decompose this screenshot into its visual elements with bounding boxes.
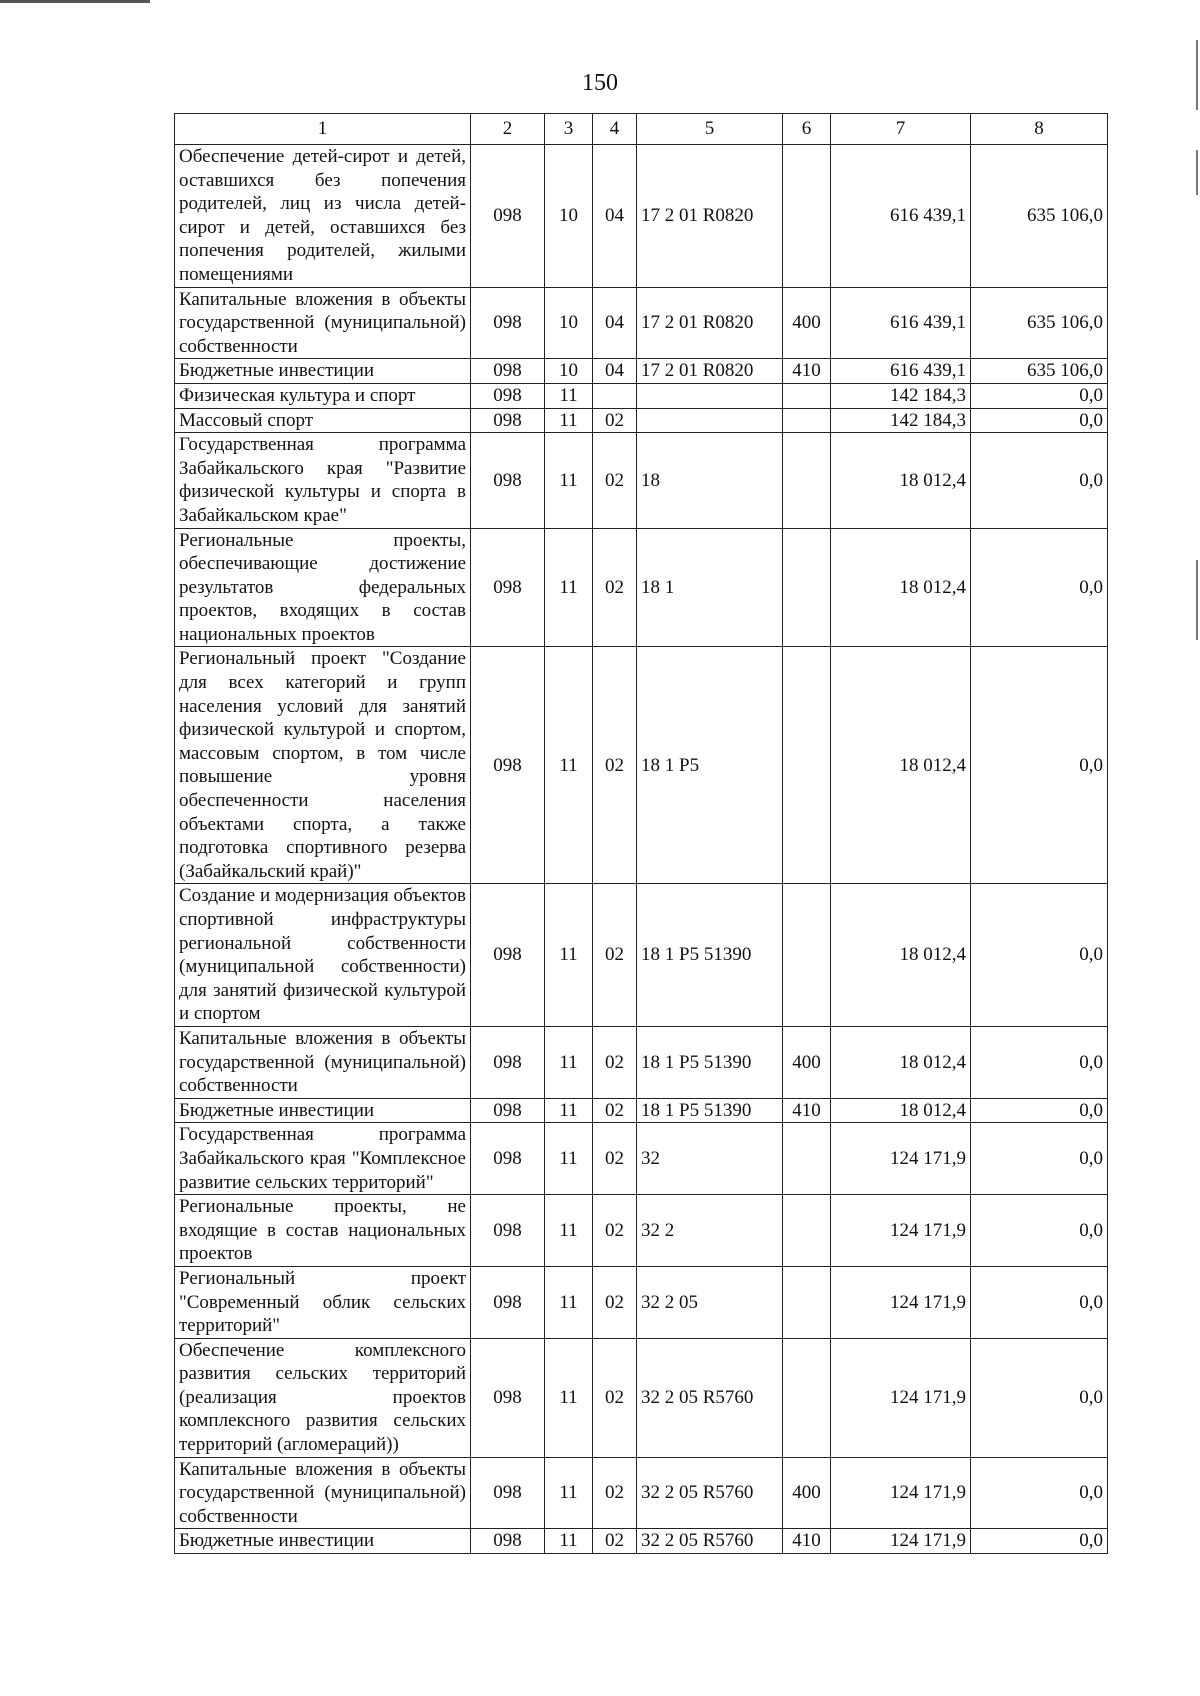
column-header: 8 bbox=[971, 114, 1108, 145]
cell-expense-type: 400 bbox=[783, 1026, 831, 1098]
cell-expense-type bbox=[783, 1123, 831, 1195]
cell-target-article: 17 2 01 R0820 bbox=[637, 145, 783, 288]
cell-subsection: 02 bbox=[593, 1098, 637, 1123]
row-name: Региональные проекты, не входящие в состав национальных проектов bbox=[175, 1195, 471, 1267]
cell-section: 11 bbox=[545, 884, 593, 1027]
cell-expense-type: 410 bbox=[783, 359, 831, 384]
cell-amount-year1: 616 439,1 bbox=[831, 145, 971, 288]
cell-section: 11 bbox=[545, 647, 593, 884]
cell-target-article: 18 bbox=[637, 433, 783, 528]
row-name: Капитальные вложения в объекты государственной (муниципальной) собственности bbox=[175, 1026, 471, 1098]
column-header: 7 bbox=[831, 114, 971, 145]
cell-expense-type bbox=[783, 1195, 831, 1267]
cell-target-article: 32 2 05 bbox=[637, 1266, 783, 1338]
table-row bbox=[175, 1529, 1108, 1554]
column-header: 6 bbox=[783, 114, 831, 145]
cell-amount-year2: 0,0 bbox=[971, 1098, 1108, 1123]
column-header: 1 bbox=[175, 114, 471, 145]
table-row bbox=[175, 1098, 1108, 1123]
cell-code: 098 bbox=[471, 408, 545, 433]
cell-amount-year2: 0,0 bbox=[971, 884, 1108, 1027]
cell-code: 098 bbox=[471, 287, 545, 359]
row-name: Бюджетные инвестиции bbox=[175, 1098, 471, 1123]
cell-code: 098 bbox=[471, 528, 545, 647]
cell-subsection: 02 bbox=[593, 1529, 637, 1554]
cell-section: 11 bbox=[545, 383, 593, 408]
cell-amount-year1: 18 012,4 bbox=[831, 647, 971, 884]
cell-section: 11 bbox=[545, 1457, 593, 1529]
cell-amount-year2: 0,0 bbox=[971, 647, 1108, 884]
cell-target-article: 18 1 P5 51390 bbox=[637, 1098, 783, 1123]
cell-subsection: 02 bbox=[593, 1338, 637, 1457]
row-name: Бюджетные инвестиции bbox=[175, 1529, 471, 1554]
cell-amount-year2: 0,0 bbox=[971, 1457, 1108, 1529]
cell-target-article: 32 2 bbox=[637, 1195, 783, 1267]
cell-target-article: 17 2 01 R0820 bbox=[637, 287, 783, 359]
cell-expense-type bbox=[783, 433, 831, 528]
cell-code: 098 bbox=[471, 1026, 545, 1098]
cell-section: 11 bbox=[545, 1098, 593, 1123]
table-row bbox=[175, 145, 1108, 288]
cell-target-article bbox=[637, 383, 783, 408]
cell-amount-year2: 0,0 bbox=[971, 433, 1108, 528]
row-name: Капитальные вложения в объекты государственной (муниципальной) собственности bbox=[175, 1457, 471, 1529]
cell-target-article: 32 2 05 R5760 bbox=[637, 1338, 783, 1457]
cell-subsection bbox=[593, 383, 637, 408]
cell-section: 11 bbox=[545, 433, 593, 528]
cell-section: 11 bbox=[545, 1338, 593, 1457]
page-number: 150 bbox=[582, 70, 618, 96]
cell-amount-year2: 0,0 bbox=[971, 528, 1108, 647]
cell-amount-year2: 635 106,0 bbox=[971, 359, 1108, 384]
cell-section: 11 bbox=[545, 408, 593, 433]
cell-subsection: 02 bbox=[593, 433, 637, 528]
table-row bbox=[175, 408, 1108, 433]
cell-target-article: 17 2 01 R0820 bbox=[637, 359, 783, 384]
cell-expense-type bbox=[783, 408, 831, 433]
cell-section: 10 bbox=[545, 145, 593, 288]
table-row bbox=[175, 287, 1108, 359]
scan-edge-mark bbox=[1196, 560, 1198, 640]
cell-amount-year1: 616 439,1 bbox=[831, 359, 971, 384]
cell-target-article: 18 1 P5 51390 bbox=[637, 884, 783, 1027]
cell-amount-year1: 124 171,9 bbox=[831, 1338, 971, 1457]
cell-code: 098 bbox=[471, 433, 545, 528]
column-header: 2 bbox=[471, 114, 545, 145]
cell-code: 098 bbox=[471, 1098, 545, 1123]
cell-expense-type bbox=[783, 528, 831, 647]
cell-amount-year1: 616 439,1 bbox=[831, 287, 971, 359]
cell-subsection: 02 bbox=[593, 884, 637, 1027]
cell-amount-year1: 18 012,4 bbox=[831, 884, 971, 1027]
row-name: Создание и модернизация объектов спортивной инфраструктуры региональной собственности (муниципальной собственности) для занятий физической культурой и спортом bbox=[175, 884, 471, 1027]
row-name: Государственная программа Забайкальского края "Развитие физической культуры и спорта в Забайкальском крае" bbox=[175, 433, 471, 528]
table-row bbox=[175, 1123, 1108, 1195]
cell-expense-type bbox=[783, 647, 831, 884]
cell-amount-year2: 0,0 bbox=[971, 408, 1108, 433]
cell-subsection: 04 bbox=[593, 287, 637, 359]
cell-section: 11 bbox=[545, 1123, 593, 1195]
cell-expense-type bbox=[783, 1338, 831, 1457]
cell-subsection: 02 bbox=[593, 1195, 637, 1267]
cell-code: 098 bbox=[471, 359, 545, 384]
cell-expense-type: 400 bbox=[783, 287, 831, 359]
cell-amount-year1: 142 184,3 bbox=[831, 408, 971, 433]
cell-amount-year2: 0,0 bbox=[971, 1195, 1108, 1267]
row-name: Региональный проект "Современный облик сельских территорий" bbox=[175, 1266, 471, 1338]
cell-subsection: 02 bbox=[593, 528, 637, 647]
cell-amount-year2: 0,0 bbox=[971, 1529, 1108, 1554]
scan-edge-mark bbox=[0, 0, 150, 3]
table-row bbox=[175, 359, 1108, 384]
row-name: Региональный проект "Создание для всех категорий и групп населения условий для занятий физической культурой и спортом, массовым спортом, в том числе повышение уровня обеспеченности населения объектами спорта, а также подготовка спортивного резерва (Забайкальский край)" bbox=[175, 647, 471, 884]
cell-amount-year1: 18 012,4 bbox=[831, 1098, 971, 1123]
cell-code: 098 bbox=[471, 1123, 545, 1195]
cell-target-article: 32 bbox=[637, 1123, 783, 1195]
cell-subsection: 02 bbox=[593, 408, 637, 433]
table-row bbox=[175, 1195, 1108, 1267]
cell-target-article: 18 1 P5 bbox=[637, 647, 783, 884]
cell-section: 11 bbox=[545, 1266, 593, 1338]
cell-expense-type bbox=[783, 884, 831, 1027]
cell-amount-year2: 0,0 bbox=[971, 383, 1108, 408]
cell-expense-type: 410 bbox=[783, 1529, 831, 1554]
cell-amount-year1: 142 184,3 bbox=[831, 383, 971, 408]
cell-section: 10 bbox=[545, 287, 593, 359]
row-name: Обеспечение детей-сирот и детей, оставшихся без попечения родителей, лиц из числа детей-сирот и детей, оставшихся без попечения родителей, жилыми помещениями bbox=[175, 145, 471, 288]
row-name: Региональные проекты, обеспечивающие достижение результатов федеральных проектов, входящих в состав национальных проектов bbox=[175, 528, 471, 647]
cell-expense-type bbox=[783, 383, 831, 408]
cell-code: 098 bbox=[471, 145, 545, 288]
row-name: Массовый спорт bbox=[175, 408, 471, 433]
cell-amount-year2: 635 106,0 bbox=[971, 145, 1108, 288]
cell-section: 11 bbox=[545, 1195, 593, 1267]
row-name: Капитальные вложения в объекты государственной (муниципальной) собственности bbox=[175, 287, 471, 359]
cell-subsection: 02 bbox=[593, 1266, 637, 1338]
cell-subsection: 02 bbox=[593, 1026, 637, 1098]
table-row bbox=[175, 433, 1108, 528]
cell-amount-year1: 18 012,4 bbox=[831, 528, 971, 647]
cell-section: 11 bbox=[545, 1026, 593, 1098]
table-row bbox=[175, 528, 1108, 647]
row-name: Обеспечение комплексного развития сельских территорий (реализация проектов комплексного развития сельских территорий (агломераций)) bbox=[175, 1338, 471, 1457]
cell-amount-year2: 0,0 bbox=[971, 1338, 1108, 1457]
cell-target-article bbox=[637, 408, 783, 433]
table-row bbox=[175, 1026, 1108, 1098]
cell-amount-year2: 0,0 bbox=[971, 1026, 1108, 1098]
cell-target-article: 32 2 05 R5760 bbox=[637, 1529, 783, 1554]
cell-amount-year1: 18 012,4 bbox=[831, 1026, 971, 1098]
table-row bbox=[175, 1457, 1108, 1529]
cell-target-article: 18 1 bbox=[637, 528, 783, 647]
cell-subsection: 02 bbox=[593, 1457, 637, 1529]
cell-amount-year1: 124 171,9 bbox=[831, 1195, 971, 1267]
cell-code: 098 bbox=[471, 1266, 545, 1338]
row-name: Государственная программа Забайкальского края "Комплексное развитие сельских территорий" bbox=[175, 1123, 471, 1195]
cell-target-article: 32 2 05 R5760 bbox=[637, 1457, 783, 1529]
cell-expense-type: 400 bbox=[783, 1457, 831, 1529]
column-header: 5 bbox=[637, 114, 783, 145]
column-header: 4 bbox=[593, 114, 637, 145]
table-header-row bbox=[175, 114, 1108, 145]
cell-code: 098 bbox=[471, 1529, 545, 1554]
cell-amount-year2: 0,0 bbox=[971, 1123, 1108, 1195]
cell-subsection: 04 bbox=[593, 145, 637, 288]
cell-section: 11 bbox=[545, 1529, 593, 1554]
row-name: Физическая культура и спорт bbox=[175, 383, 471, 408]
cell-amount-year1: 124 171,9 bbox=[831, 1529, 971, 1554]
column-header: 3 bbox=[545, 114, 593, 145]
cell-amount-year1: 124 171,9 bbox=[831, 1457, 971, 1529]
cell-code: 098 bbox=[471, 1338, 545, 1457]
table-row bbox=[175, 1266, 1108, 1338]
row-name: Бюджетные инвестиции bbox=[175, 359, 471, 384]
cell-expense-type bbox=[783, 1266, 831, 1338]
cell-expense-type: 410 bbox=[783, 1098, 831, 1123]
cell-section: 11 bbox=[545, 528, 593, 647]
cell-code: 098 bbox=[471, 884, 545, 1027]
table-row bbox=[175, 383, 1108, 408]
cell-section: 10 bbox=[545, 359, 593, 384]
cell-amount-year1: 124 171,9 bbox=[831, 1266, 971, 1338]
cell-subsection: 02 bbox=[593, 1123, 637, 1195]
cell-expense-type bbox=[783, 145, 831, 288]
budget-table bbox=[174, 113, 1108, 1554]
table-row bbox=[175, 884, 1108, 1027]
cell-subsection: 04 bbox=[593, 359, 637, 384]
cell-code: 098 bbox=[471, 1457, 545, 1529]
cell-code: 098 bbox=[471, 383, 545, 408]
cell-subsection: 02 bbox=[593, 647, 637, 884]
cell-code: 098 bbox=[471, 647, 545, 884]
cell-amount-year1: 124 171,9 bbox=[831, 1123, 971, 1195]
cell-code: 098 bbox=[471, 1195, 545, 1267]
scan-edge-mark bbox=[1196, 150, 1198, 195]
cell-amount-year2: 0,0 bbox=[971, 1266, 1108, 1338]
cell-amount-year1: 18 012,4 bbox=[831, 433, 971, 528]
cell-target-article: 18 1 P5 51390 bbox=[637, 1026, 783, 1098]
cell-amount-year2: 635 106,0 bbox=[971, 287, 1108, 359]
table-row bbox=[175, 647, 1108, 884]
table-row bbox=[175, 1338, 1108, 1457]
